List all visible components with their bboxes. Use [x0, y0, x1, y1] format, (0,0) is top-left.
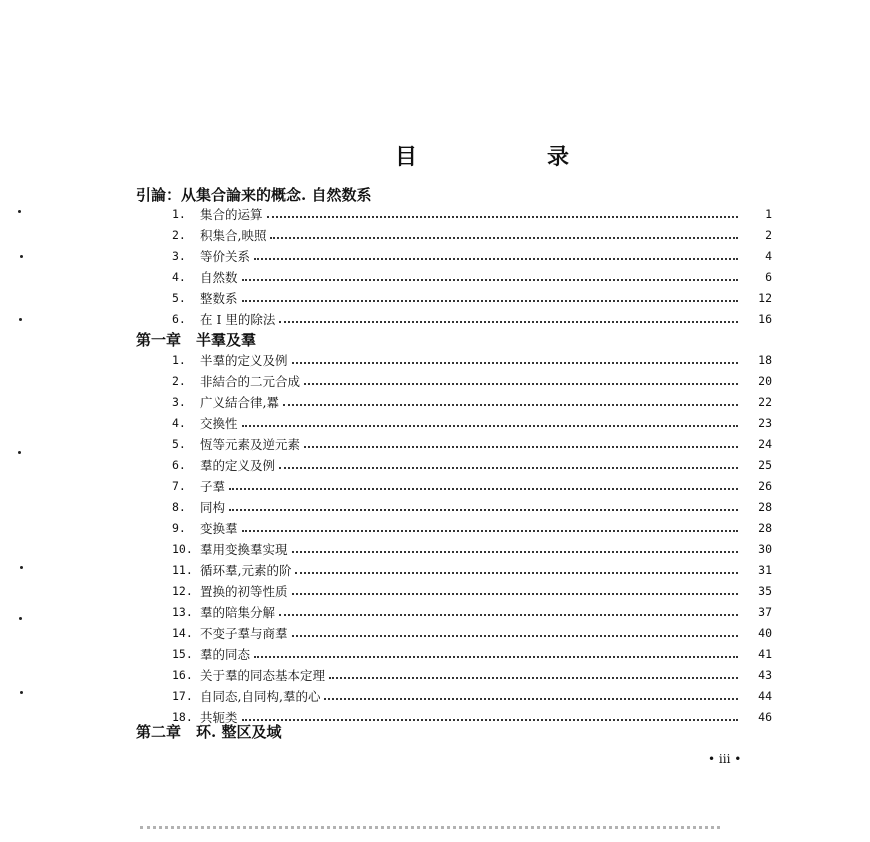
- toc-entry-number: 15.: [172, 647, 193, 661]
- toc-entry-page: 2: [765, 228, 772, 242]
- chapter-1-heading: 第一章 半羣及羣: [136, 331, 257, 349]
- toc-entry-number: 16.: [172, 668, 193, 682]
- toc-entry-title: 置换的初等性质: [200, 584, 288, 599]
- toc-entry-page: 20: [758, 374, 772, 388]
- dot-leader: [254, 656, 738, 658]
- dot-leader: [279, 614, 738, 616]
- toc-entry[interactable]: [172, 392, 772, 412]
- toc-entry-page: 35: [758, 584, 772, 598]
- toc-entry[interactable]: [172, 267, 772, 287]
- toc-entry[interactable]: [172, 518, 772, 538]
- toc-entry[interactable]: [172, 371, 772, 391]
- toc-entry-title: 自同态,自同构,羣的心: [200, 689, 321, 704]
- scan-artifact: [140, 823, 720, 829]
- toc-entry[interactable]: [172, 581, 772, 601]
- toc-entry-page: 18: [758, 353, 772, 367]
- toc-entry-title: 不变子羣与商羣: [200, 626, 288, 641]
- toc-entry-number: 7.: [172, 479, 186, 493]
- toc-entry-number: 1.: [172, 353, 186, 367]
- toc-entry-page: 16: [758, 312, 772, 326]
- toc-entry[interactable]: [172, 476, 772, 496]
- toc-entry-title: 共轭类: [200, 710, 238, 725]
- toc-entry[interactable]: [172, 497, 772, 517]
- toc-entry-number: 1.: [172, 207, 186, 221]
- toc-entry-number: 4.: [172, 270, 186, 284]
- toc-entry-number: 2.: [172, 374, 186, 388]
- toc-entry-page: 4: [765, 249, 772, 263]
- toc-entry-page: 44: [758, 689, 772, 703]
- toc-entry-title: 整数系: [200, 291, 238, 306]
- toc-entry[interactable]: [172, 623, 772, 643]
- toc-entry-title: 同构: [200, 500, 226, 515]
- dot-leader: [254, 258, 738, 260]
- toc-entry-title: 非結合的二元合成: [200, 374, 301, 389]
- dot-leader: [242, 719, 738, 721]
- toc-entry[interactable]: [172, 434, 772, 454]
- toc-entry[interactable]: [172, 350, 772, 370]
- toc-entry[interactable]: [172, 413, 772, 433]
- toc-entry-page: 46: [758, 710, 772, 724]
- dot-leader: [324, 698, 738, 700]
- toc-entry-title: 循环羣,元素的阶: [200, 563, 292, 578]
- dot-leader: [283, 404, 738, 406]
- toc-entry-title: 自然数: [200, 270, 238, 285]
- toc-entry[interactable]: [172, 309, 772, 329]
- scan-speck: [18, 210, 21, 213]
- toc-entry-title: 在 I 里的除法: [200, 312, 276, 327]
- chapter-2-heading: 第二章 环. 整区及域: [136, 723, 282, 741]
- toc-entry[interactable]: [172, 225, 772, 245]
- scan-speck: [20, 255, 23, 258]
- dot-leader: [229, 488, 738, 490]
- toc-entry-page: 28: [758, 521, 772, 535]
- toc-entry-number: 10.: [172, 542, 193, 556]
- toc-entry[interactable]: [172, 539, 772, 559]
- dot-leader: [295, 572, 738, 574]
- dot-leader: [329, 677, 738, 679]
- toc-entry-page: 40: [758, 626, 772, 640]
- toc-entry-title: 羣的定义及例: [200, 458, 276, 473]
- toc-entry-page: 25: [758, 458, 772, 472]
- toc-entry-title: 积集合,映照: [200, 228, 267, 243]
- toc-entry-number: 18.: [172, 710, 193, 724]
- toc-entry-title: 变换羣: [200, 521, 238, 536]
- toc-entry-page: 41: [758, 647, 772, 661]
- toc-entry-title: 子羣: [200, 479, 226, 494]
- toc-entry-number: 3.: [172, 395, 186, 409]
- toc-entry[interactable]: [172, 455, 772, 475]
- dot-leader: [304, 383, 738, 385]
- toc-entry-page: 28: [758, 500, 772, 514]
- toc-entry-number: 8.: [172, 500, 186, 514]
- toc-entry-title: 羣用变換羣实現: [200, 542, 288, 557]
- dot-leader: [242, 300, 738, 302]
- toc-entry-number: 3.: [172, 249, 186, 263]
- page-title: 目 录: [395, 144, 624, 170]
- dot-leader: [229, 509, 738, 511]
- scan-speck: [20, 691, 23, 694]
- toc-entry-page: 31: [758, 563, 772, 577]
- toc-entry-page: 22: [758, 395, 772, 409]
- dot-leader: [242, 425, 738, 427]
- dot-leader: [242, 530, 738, 532]
- dot-leader: [292, 551, 738, 553]
- dot-leader: [267, 216, 738, 218]
- toc-entry-page: 23: [758, 416, 772, 430]
- toc-entry-number: 5.: [172, 437, 186, 451]
- toc-entry-page: 6: [765, 270, 772, 284]
- toc-entry-title: 半羣的定义及例: [200, 353, 288, 368]
- toc-entry-title: 集合的运算: [200, 207, 263, 222]
- toc-entry-title: 交換性: [200, 416, 238, 431]
- toc-entry-page: 24: [758, 437, 772, 451]
- scan-speck: [19, 617, 22, 620]
- toc-entry-title: 羣的陪集分解: [200, 605, 276, 620]
- toc-entry-title: 关于羣的同态基本定理: [200, 668, 326, 683]
- toc-entry-title: 等价关系: [200, 249, 251, 264]
- toc-entry-title: 广义結合律,羃: [200, 395, 279, 410]
- toc-entry[interactable]: [172, 686, 772, 706]
- toc-entry-page: 12: [758, 291, 772, 305]
- toc-entry-title: 羣的同态: [200, 647, 251, 662]
- toc-entry-number: 12.: [172, 584, 193, 598]
- toc-entry[interactable]: [172, 602, 772, 622]
- dot-leader: [279, 467, 738, 469]
- toc-entry-number: 6.: [172, 458, 186, 472]
- dot-leader: [270, 237, 738, 239]
- toc-entry-number: 5.: [172, 291, 186, 305]
- toc-entry-page: 43: [758, 668, 772, 682]
- page-number: • iii •: [708, 752, 742, 766]
- toc-entry-page: 30: [758, 542, 772, 556]
- toc-entry-number: 2.: [172, 228, 186, 242]
- toc-entry-page: 1: [765, 207, 772, 221]
- toc-entry[interactable]: [172, 644, 772, 664]
- scan-speck: [19, 318, 22, 321]
- intro-heading: 引論：从集合論来的概念. 自然数系: [136, 186, 372, 204]
- dot-leader: [292, 635, 738, 637]
- toc-entry-page: 37: [758, 605, 772, 619]
- dot-leader: [292, 593, 738, 595]
- toc-entry-number: 9.: [172, 521, 186, 535]
- dot-leader: [292, 362, 738, 364]
- toc-entry[interactable]: [172, 288, 772, 308]
- toc-entry-number: 17.: [172, 689, 193, 703]
- toc-entry-number: 6.: [172, 312, 186, 326]
- dot-leader: [242, 279, 738, 281]
- dot-leader: [304, 446, 738, 448]
- toc-entry[interactable]: [172, 204, 772, 224]
- scan-speck: [20, 566, 23, 569]
- toc-entry-number: 4.: [172, 416, 186, 430]
- toc-entry-title: 恆等元素及逆元素: [200, 437, 301, 452]
- dot-leader: [279, 321, 738, 323]
- toc-entry-page: 26: [758, 479, 772, 493]
- toc-entry-number: 14.: [172, 626, 193, 640]
- toc-entry[interactable]: [172, 246, 772, 266]
- toc-entry-number: 11.: [172, 563, 193, 577]
- toc-entry-number: 13.: [172, 605, 193, 619]
- toc-entry[interactable]: [172, 665, 772, 685]
- toc-entry[interactable]: [172, 560, 772, 580]
- scan-speck: [18, 451, 21, 454]
